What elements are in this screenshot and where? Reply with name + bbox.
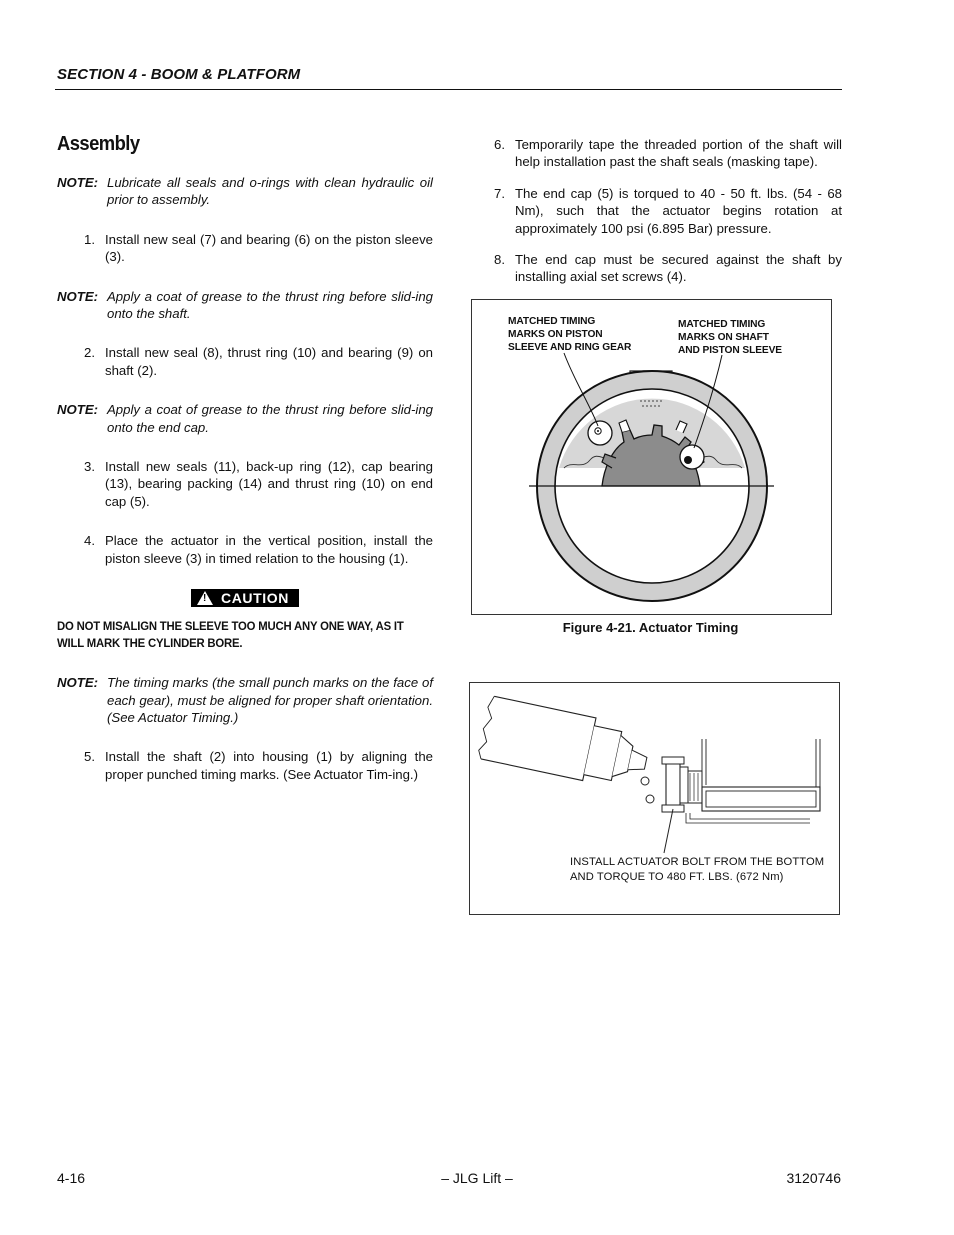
note-tag: NOTE:	[57, 175, 99, 190]
step-text: Place the actuator in the vertical position, install the piston sleeve (3) in timed relation to the housing (1).	[105, 533, 433, 566]
caution-badge	[191, 589, 299, 607]
warning-icon: !	[197, 591, 213, 605]
note-timing-marks	[57, 674, 433, 726]
footer-brand: – JLG Lift –	[441, 1170, 513, 1186]
actuator-timing-figure	[471, 299, 832, 615]
left-column	[57, 133, 433, 805]
step-number: 6.	[494, 137, 505, 152]
bolt-install-label: INSTALL ACTUATOR BOLT FROM THE BOTTOM AND TORQUE TO 480 FT. LBS. (672 Nm)	[570, 856, 825, 883]
step-7	[487, 185, 842, 237]
step-text: Install new seal (7) and bearing (6) on the piston sleeve (3).	[105, 231, 433, 265]
assembly-heading: Assembly	[57, 133, 140, 155]
note-text: Apply a coat of grease to the thrust ring before slid-ing onto the end cap.	[107, 402, 433, 435]
cylinder-body	[477, 695, 653, 792]
actuator-assembly	[662, 739, 820, 823]
timing-label-left: MATCHED TIMING MARKS ON PISTON SLEEVE AND RING GEAR	[508, 316, 632, 353]
step-text: Install new seals (11), back-up ring (12), cap bearing (13), bearing packing (14) and thrust ring (10) on end cap (5).	[105, 459, 433, 509]
header-rule	[55, 89, 842, 90]
left-timing-mark	[588, 421, 612, 445]
step-3	[57, 458, 433, 510]
note-text: Lubricate all seals and o-rings with clean hydraulic oil prior to assembly.	[107, 175, 433, 208]
note-tag: NOTE:	[57, 288, 99, 304]
note-tag: NOTE:	[57, 675, 99, 691]
actuator-bolt-figure	[469, 682, 840, 915]
step-number: 3.	[84, 459, 95, 475]
figure-caption: Figure 4-21. Actuator Timing	[562, 620, 739, 635]
note-lubricate	[57, 174, 433, 209]
step-number: 7.	[494, 185, 505, 201]
step-text: Temporarily tape the threaded portion of the shaft will help installation past the shaft seals (masking tape).	[515, 137, 842, 170]
note-grease-shaft	[57, 288, 433, 323]
step-text: The end cap (5) is torqued to 40 - 50 ft. lbs. (54 - 68 Nm), such that the actuator begins rotation at approximately 100 psi (6.895 Bar) pressure.	[515, 185, 842, 236]
note-text: Apply a coat of grease to the thrust ring before slid-ing onto the shaft.	[107, 288, 433, 322]
note-grease-endcap	[57, 401, 433, 436]
caution-text: DO NOT MISALIGN THE SLEEVE TOO MUCH ANY ONE WAY, AS IT WILL MARK THE CYLINDER BORE.	[57, 619, 404, 651]
timing-label-right: MATCHED TIMING MARKS ON SHAFT AND PISTON SLEEVE	[678, 319, 782, 356]
step-text: The end cap must be secured against the shaft by installing axial set screws (4).	[515, 252, 842, 285]
caution-banner	[57, 589, 433, 610]
step-text: Install the shaft (2) into housing (1) by aligning the proper punched timing marks. (See Actuator Tim-ing.)	[105, 749, 433, 782]
note-text: The timing marks (the small punch marks on the face of each gear), must be aligned for proper shaft orientation. (See Actuator Timing.)	[107, 675, 433, 725]
right-column	[487, 136, 842, 300]
step-number: 8.	[494, 252, 505, 268]
step-1	[57, 231, 433, 266]
note-tag: NOTE:	[57, 402, 99, 418]
step-4	[57, 532, 433, 567]
step-8	[487, 251, 842, 286]
step-text: Install new seal (8), thrust ring (10) and bearing (9) on shaft (2).	[105, 345, 433, 378]
step-number: 5.	[84, 749, 95, 765]
page-number: 4-16	[57, 1170, 86, 1186]
step-number: 2.	[84, 345, 95, 361]
step-number: 1.	[84, 231, 95, 247]
step-5	[57, 748, 433, 783]
document-number: 3120746	[786, 1170, 841, 1186]
step-6	[487, 136, 842, 171]
right-timing-mark	[680, 445, 704, 469]
step-2	[57, 344, 433, 379]
section-title: SECTION 4 - BOOM & PLATFORM	[57, 66, 301, 83]
step-number: 4.	[84, 533, 95, 549]
caution-label: CAUTION	[221, 590, 289, 607]
